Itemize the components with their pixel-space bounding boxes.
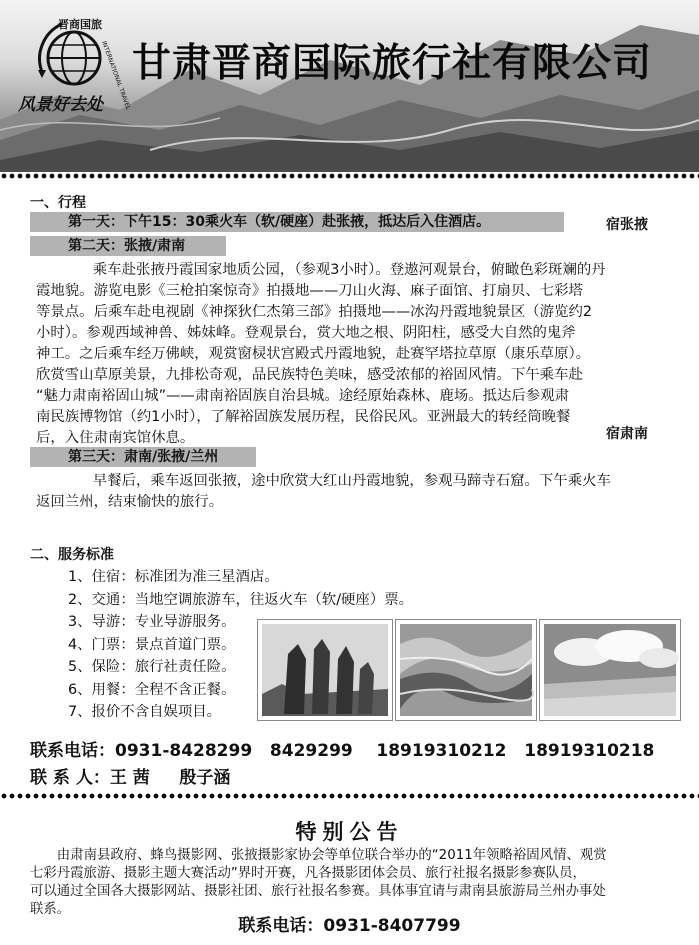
service-item: 4、门票：景点首道门票。 <box>68 636 236 653</box>
itinerary-section-title: 一、行程 <box>30 195 86 211</box>
day-2-description <box>36 260 674 449</box>
person-label: 联 系 人： <box>30 768 110 788</box>
service-item: 5、保险：旅行社责任险。 <box>68 659 236 675</box>
notice-line: 可以通过全国各大摄影网站、摄影社团、旅行社报名参赛。具体事宜请与肃南县旅游局兰州办事处 <box>30 884 606 899</box>
day-1-title: 第一天：下午15：30乘火车（软/硬座）赴张掖，抵达后入住酒店。 <box>30 212 564 232</box>
service-item: 1、住宿：标准团为准三星酒店。 <box>68 569 279 585</box>
danxia-landform-photo <box>396 620 536 720</box>
day-2-line: 小时）。参观西域神兽、姊妹峰。登观景台，赏大地之根、阴阳柱，感受大自然的鬼斧 <box>36 325 576 341</box>
slogan: 风景好去处 <box>18 95 103 115</box>
notice-title: 特别公告 <box>295 820 404 844</box>
day-2-line: 神工。之后乘车经万佛峡，观赏窗棂状宫殿式丹霞地貌，赴赛罕塔拉草原（康乐草原）。 <box>36 346 591 362</box>
grassland-clouds-photo <box>540 620 680 720</box>
notice-body <box>30 847 670 919</box>
phone-numbers: 0931-8428299 8429299 18919310212 18919310218 <box>115 741 655 761</box>
day-2-line: 欣赏雪山草原美景，九排松奇观，品民族特色美味，感受浓郁的裕固风情。下午乘车赴 <box>36 367 583 383</box>
phone-label: 联系电话： <box>30 741 115 761</box>
day-2-title: 第二天：张掖/肃南 <box>30 236 226 256</box>
day-2-line: 等景点。后乘车赴电视剧《神探狄仁杰第三部》拍摄地——冰沟丹霞地貌景区（游览约2 <box>36 304 593 320</box>
svg-text:INTERNATIONAL TRAVEL: INTERNATIONAL TRAVEL <box>100 40 132 111</box>
notice-line: 联系。 <box>30 902 71 917</box>
notice-contact-phone: 联系电话：0931-8407799 <box>238 916 461 936</box>
day-2-line: 南民族博物馆（约1小时），了解裕固族发展历程，民俗民风。亚洲最大的转经筒晚餐 <box>36 409 571 425</box>
day-2-line: 霞地貌。游览电影《三枪拍案惊奇》拍摄地——刀山火海、麻子面馆、打扇贝、七彩塔 <box>36 283 583 299</box>
svg-text:晋商国旅: 晋商国旅 <box>58 18 102 31</box>
day-2-line: 乘车赴张掖丹霞国家地质公园，（参观3小时）。登遨河观景台，俯瞰色彩斑斓的丹 <box>92 262 606 278</box>
header-banner <box>0 0 699 172</box>
notice-line: 七彩丹霞旅游、摄影主题大赛活动”界时开赛，凡各摄影团体会员、旅行社报名摄影参赛队员， <box>30 866 586 881</box>
day-3-line: 早餐后，乘车返回张掖，途中欣赏大红山丹霞地貌，参观马蹄寺石窟。下午乘火车 <box>92 473 611 489</box>
service-item: 6、用餐：全程不含正餐。 <box>68 681 236 698</box>
services-section-title: 二、服务标准 <box>30 547 114 563</box>
day-2-line: 后，入住肃南宾馆休息。 <box>36 430 195 446</box>
service-item: 7、报价不含自娱项目。 <box>68 704 222 720</box>
company-name: 甘肃晋商国际旅行社有限公司 <box>132 41 653 86</box>
service-item: 3、导游：专业导游服务。 <box>68 614 236 630</box>
day-2-line: “魅力肃南裕固山城”——肃南裕固族自治县城。途经原始森林、鹿场。抵达后参观肃 <box>36 388 569 404</box>
person-names: 王 茜 殷子涵 <box>109 768 231 788</box>
day-3-line: 返回兰州，结束愉快的旅行。 <box>36 494 224 510</box>
day-3-description <box>36 471 674 513</box>
dotted-divider-top <box>0 172 699 180</box>
notice-line: 由肃南县政府、蜂鸟摄影网、张掖摄影家协会等单位联合举办的“2011年领略裕固风情、观赏 <box>56 848 607 863</box>
contact-person-row <box>30 763 230 788</box>
day-2-stay: 宿肃南 <box>606 426 648 442</box>
rock-pillars-photo <box>258 620 392 720</box>
service-item: 2、交通：当地空调旅游车，往返火车（软/硬座）票。 <box>68 591 413 608</box>
day-3-title: 第三天：肃南/张掖/兰州 <box>30 447 256 467</box>
dotted-divider-bottom <box>0 792 699 800</box>
day-1-stay: 宿张掖 <box>606 217 648 233</box>
contact-phone-row <box>30 736 654 761</box>
